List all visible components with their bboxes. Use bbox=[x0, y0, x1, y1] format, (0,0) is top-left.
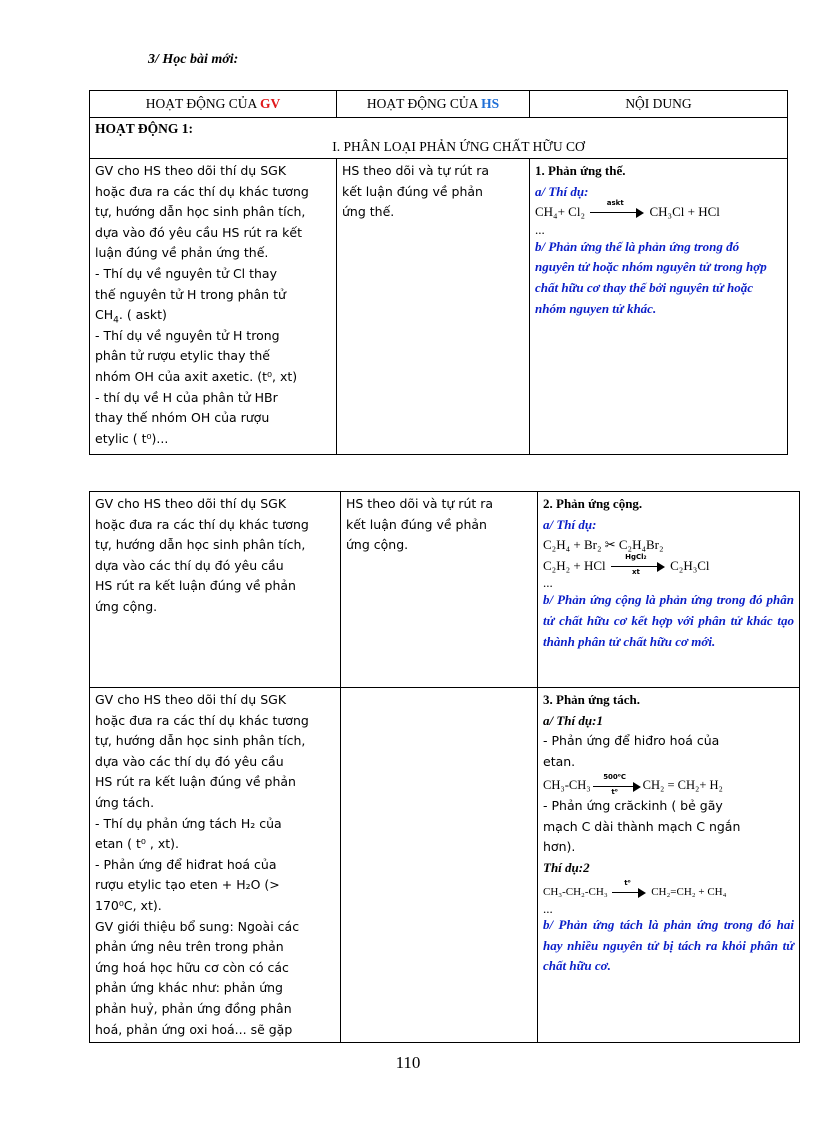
activity-section-title: I. PHÂN LOẠI PHẢN ỨNG CHẤT HỮU CƠ bbox=[332, 139, 585, 154]
content-cell-1 bbox=[530, 159, 788, 455]
text-line bbox=[95, 305, 331, 326]
example-label: a/ Thí dụ: bbox=[535, 183, 589, 199]
formula-text: CH bbox=[95, 307, 114, 323]
text-line: 170⁰C, xt). bbox=[95, 897, 162, 913]
activity-row bbox=[90, 118, 788, 159]
reaction-arrow-icon bbox=[590, 199, 644, 218]
text-line: thế nguyên tử H trong phân tử bbox=[95, 286, 286, 302]
header-hs-abbr: HS bbox=[481, 96, 500, 111]
text-line: - Phản ứng crăckinh ( bẻ gãy bbox=[543, 797, 723, 813]
arrow-condition: 500⁰C bbox=[603, 772, 627, 781]
ellipsis: ... bbox=[535, 221, 545, 237]
reaction-arrow-icon bbox=[612, 878, 646, 898]
text-line: ứng cộng. bbox=[95, 598, 158, 614]
formula-subscript: 4 bbox=[113, 315, 119, 326]
definition: b/ Phản ứng cộng là phản ứng trong đó phân tử chất hữu cơ kết hợp với phân tử khác tạo thành phân tử chất hữu cơ mới. bbox=[543, 592, 794, 649]
reaction-arrow-icon bbox=[593, 772, 641, 796]
page-number: 110 bbox=[395, 1053, 421, 1072]
equation-right: CH₃Cl + HCl bbox=[649, 204, 720, 220]
text-line: - Phản ứng để hiđro hoá của bbox=[543, 733, 720, 749]
text-line: etan. bbox=[543, 753, 576, 769]
text-line: nhóm OH của axit axetic. (t⁰, xt) bbox=[95, 368, 298, 384]
header-gv bbox=[90, 91, 337, 118]
text-line: etan ( t⁰ , xt). bbox=[95, 836, 179, 852]
text-line: HS theo dõi và tự rút ra bbox=[342, 163, 490, 178]
arrow-condition: t⁰ bbox=[624, 878, 631, 887]
equation-right: C₂H₃Cl bbox=[670, 557, 710, 573]
content-cell-3 bbox=[538, 688, 800, 1043]
text-line: - Thí dụ phản ứng tách H₂ của bbox=[95, 815, 282, 831]
text-line: HS rút ra kết luận đúng về phản bbox=[95, 578, 296, 594]
reaction-title: 3. Phản ứng tách. bbox=[543, 692, 641, 707]
activity-table-1 bbox=[89, 90, 788, 455]
text-line: GV cho HS theo dõi thí dụ SGK bbox=[95, 496, 287, 511]
definition: b/ Phản ứng thế là phản ứng trong đó nguyên tử hoặc nhóm nguyên tử trong hợp chất hữu cơ thay thế bởi nguyên tử hoặc nhóm nguyen tử khác. bbox=[535, 238, 767, 316]
text-line: GV giới thiệu bổ sung: Ngoài các bbox=[95, 918, 300, 934]
text-line: phản huỷ, phản ứng đồng phân bbox=[95, 1000, 292, 1016]
reaction-title: 1. Phản ứng thế. bbox=[535, 163, 626, 178]
text-line: luận đúng về phản ứng thế. bbox=[95, 245, 269, 261]
text-line: - Thí dụ về nguyên tử H trong bbox=[95, 327, 280, 343]
equation-right: CH₂ = CH₂+ H₂ bbox=[642, 778, 723, 793]
hs-cell-3 bbox=[341, 688, 538, 1043]
text-line: phản ứng khác như: phản ứng bbox=[95, 980, 283, 996]
text-line: GV cho HS theo dõi thí dụ SGK bbox=[95, 692, 287, 707]
hs-cell-1 bbox=[337, 159, 530, 455]
formula-text: . ( askt) bbox=[118, 307, 167, 323]
arrow-condition: t⁰ bbox=[611, 787, 618, 796]
equation-left: C₂H₂ + HCl bbox=[543, 557, 606, 573]
example-label: Thí dụ:2 bbox=[543, 859, 590, 875]
text-line: etylic ( t⁰)... bbox=[95, 430, 169, 446]
text-line: tự, hướng dẫn học sinh phân tích, bbox=[95, 733, 306, 749]
arrow-condition: askt bbox=[606, 199, 624, 208]
text-line: dựa vào đó yêu cầu HS rút ra kết bbox=[95, 224, 302, 240]
text-line: kết luận đúng về phản bbox=[346, 516, 487, 532]
arrow-condition: HgCl₂ bbox=[625, 552, 647, 561]
activity-table-2 bbox=[89, 491, 800, 1043]
text-line: HS theo dõi và tự rút ra bbox=[346, 496, 494, 511]
text-line: HS rút ra kết luận đúng về phản bbox=[95, 774, 296, 790]
table-row bbox=[90, 688, 800, 1043]
text-line: hoặc đưa ra các thí dụ khác tương bbox=[95, 712, 309, 728]
equation bbox=[535, 199, 782, 223]
text-line: - Phản ứng để hiđrat hoá của bbox=[95, 856, 277, 872]
activity-label: HOẠT ĐỘNG 1: bbox=[95, 121, 194, 136]
definition: b/ Phản ứng tách là phản ứng trong đó hai hay nhiều nguyên tử bị tách ra khỏi phân tử chất hữu cơ. bbox=[543, 916, 794, 974]
ellipsis: ... bbox=[543, 575, 553, 591]
equation: C₂H₄ + Br₂ ✂ C₂H₄Br₂ bbox=[543, 537, 664, 553]
text-line: hơn). bbox=[543, 839, 576, 855]
hs-cell-2 bbox=[341, 492, 538, 688]
header-hs bbox=[337, 91, 530, 118]
section-heading: 3/ Học bài mới: bbox=[148, 52, 239, 67]
equation-left: CH₃-CH₃ bbox=[543, 778, 591, 793]
table-header-row bbox=[90, 91, 788, 118]
example-label: a/ Thí dụ:1 bbox=[543, 712, 603, 728]
text-line: GV cho HS theo dõi thí dụ SGK bbox=[95, 163, 287, 178]
content-cell-2 bbox=[538, 492, 800, 688]
table-row bbox=[90, 159, 788, 455]
text-line: phân tử rượu etylic thay thế bbox=[95, 348, 270, 364]
table-row bbox=[90, 492, 800, 688]
activity-cell bbox=[90, 118, 788, 159]
header-content: NỘI DUNG bbox=[530, 91, 788, 118]
equation-left: CH₃-CH₂-CH₃ bbox=[543, 886, 608, 899]
equation bbox=[543, 552, 794, 577]
text-line: ứng cộng. bbox=[346, 537, 409, 553]
text-line: rượu etylic tạo eten + H₂O (> bbox=[95, 877, 280, 893]
equation-right: CH₂=CH₂ + CH₄ bbox=[651, 886, 727, 899]
reaction-arrow-icon bbox=[611, 552, 665, 576]
text-line: - thí dụ về H của phân tử HBr bbox=[95, 389, 278, 405]
gv-cell-1 bbox=[90, 159, 337, 455]
text-line: hoặc đưa ra các thí dụ khác tương bbox=[95, 183, 309, 199]
text-line: tự, hướng dẫn học sinh phân tích, bbox=[95, 204, 306, 220]
text-line: hoá, phản ứng oxi hoá... sẽ gặp bbox=[95, 1021, 293, 1037]
text-line: ứng thế. bbox=[342, 204, 395, 220]
gv-cell-2 bbox=[90, 492, 341, 688]
text-line: phản ứng nêu trên trong phản bbox=[95, 939, 284, 955]
text-line: ứng tách. bbox=[95, 794, 155, 810]
text-line: dựa vào các thí dụ đó yêu cầu bbox=[95, 753, 284, 769]
text-line: kết luận đúng về phản bbox=[342, 183, 483, 199]
text-line: hoặc đưa ra các thí dụ khác tương bbox=[95, 516, 309, 532]
equation bbox=[543, 878, 794, 903]
ellipsis: ... bbox=[543, 900, 553, 916]
header-gv-label: HOẠT ĐỘNG CỦA bbox=[145, 96, 260, 111]
reaction-title: 2. Phản ứng cộng. bbox=[543, 496, 643, 511]
text-line: ứng hoá học hữu cơ còn có các bbox=[95, 959, 289, 975]
text-line: dựa vào các thí dụ đó yêu cầu bbox=[95, 557, 284, 573]
example-label: a/ Thí dụ: bbox=[543, 516, 597, 532]
equation bbox=[543, 772, 794, 796]
header-gv-abbr: GV bbox=[259, 96, 281, 111]
equation-left: CH₄+ Cl₂ bbox=[535, 204, 585, 220]
text-line: thay thế nhóm OH của rượu bbox=[95, 410, 270, 426]
text-line: mạch C dài thành mạch C ngắn bbox=[543, 818, 741, 834]
text-line: tự, hướng dẫn học sinh phân tích, bbox=[95, 537, 306, 553]
arrow-condition: xt bbox=[631, 567, 640, 576]
gv-cell-3 bbox=[90, 688, 341, 1043]
header-hs-label: HOẠT ĐỘNG CỦA bbox=[366, 96, 482, 111]
text-line: - Thí dụ về nguyên tử Cl thay bbox=[95, 265, 277, 281]
